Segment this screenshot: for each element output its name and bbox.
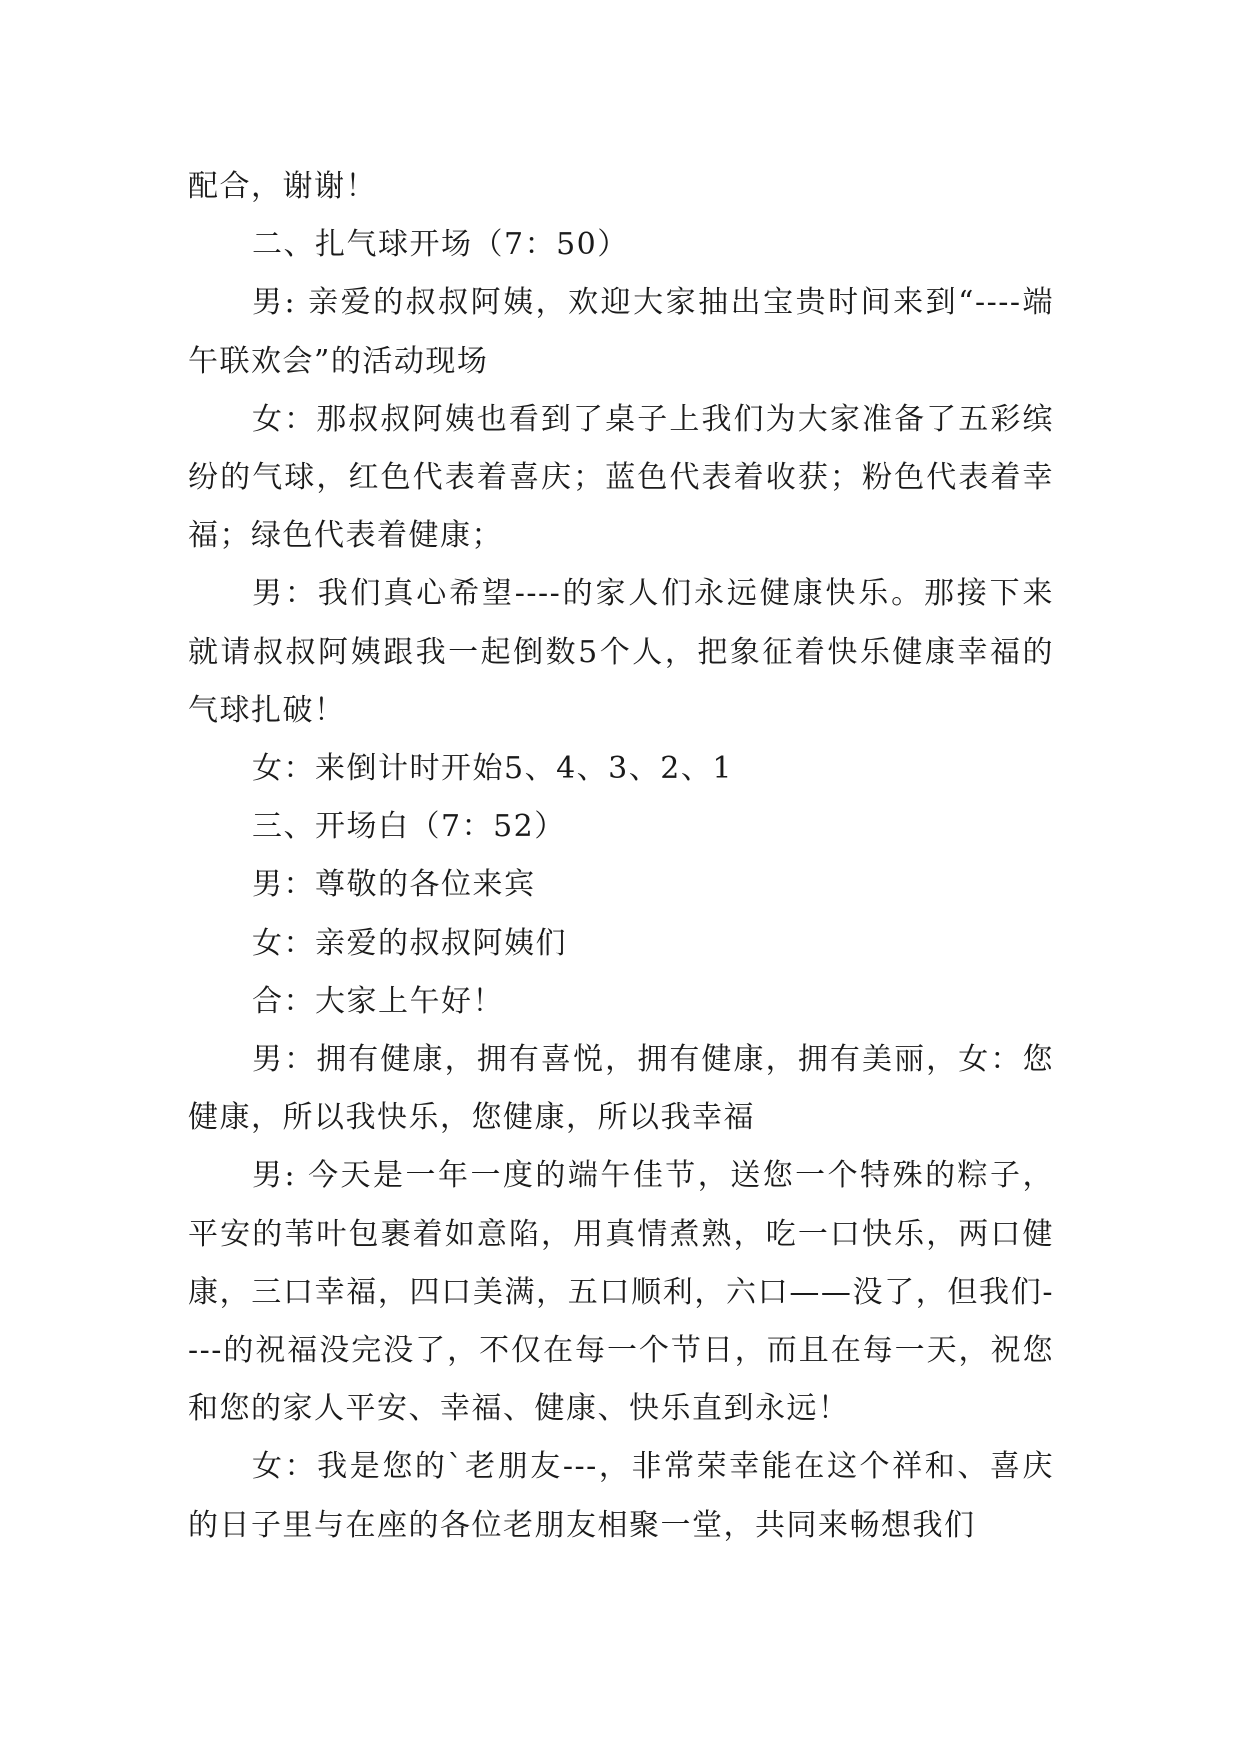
paragraph: 男：尊敬的各位来宾 xyxy=(252,867,536,903)
paragraph: 男: 今天是一年一度的端午佳节，送您一个特殊的粽子，平安的苇叶包裹着如意陷，用真情煮熟，吃一口快乐，两口健康，三口幸福，四口美满，五口顺利，六口——没了，但我们----的祝福没完没了，不仅在每一个节日，而且在每一天，祝您和您的家人平安、幸福、健康、快乐直到永远！ xyxy=(188,1158,1054,1427)
paragraph: 女：我是您的`老朋友---，非常荣幸能在这个祥和、喜庆的日子里与在座的各位老朋友相聚一堂，共同来畅想我们 xyxy=(188,1449,1054,1543)
section-heading: 二、扎气球开场（7：50） xyxy=(252,227,629,263)
paragraph: 男：我们真心希望----的家人们永远健康快乐。那接下来就请叔叔阿姨跟我一起倒数5个人，把象征着快乐健康幸福的气球扎破！ xyxy=(188,576,1054,728)
paragraph: 男: 亲爱的叔叔阿姨，欢迎大家抽出宝贵时间来到“----端午联欢会”的活动现场 xyxy=(188,285,1054,379)
document-body xyxy=(188,158,1054,1555)
section-heading: 三、开场白（7：52） xyxy=(252,809,566,845)
paragraph: 男：拥有健康，拥有喜悦，拥有健康，拥有美丽，女：您健康，所以我快乐，您健康，所以我幸福 xyxy=(188,1042,1054,1136)
paragraph: 配合，谢谢！ xyxy=(188,169,377,204)
paragraph: 女：那叔叔阿姨也看到了桌子上我们为大家准备了五彩缤纷的气球，红色代表着喜庆；蓝色代表着收获；粉色代表着幸福；绿色代表着健康； xyxy=(188,401,1054,554)
paragraph: 合：大家上午好！ xyxy=(252,983,504,1019)
paragraph: 女：亲爱的叔叔阿姨们 xyxy=(252,925,567,961)
paragraph: 女：来倒计时开始5、4、3、2、1 xyxy=(252,751,733,787)
